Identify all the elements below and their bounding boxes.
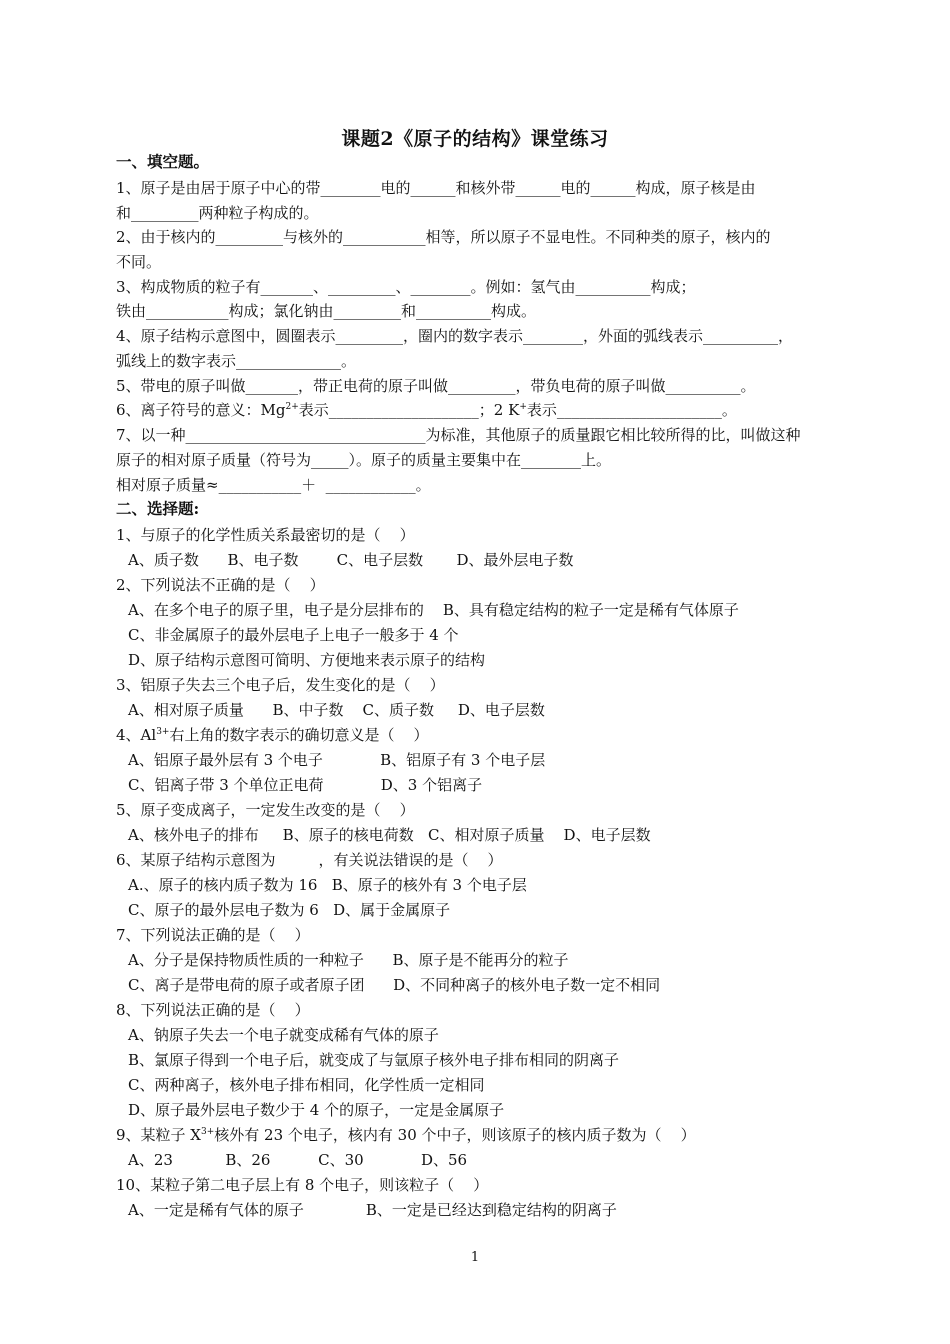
q4-prefix: 4、Al <box>116 726 157 744</box>
choice-line: 5、原子变成离子，一定发生改变的是（ ） <box>116 801 415 819</box>
q6-end: 表示______________________。 <box>526 401 737 419</box>
choice-option: B、氯原子得到一个电子后，就变成了与氩原子核外电子排布相同的阴离子 <box>128 1051 620 1069</box>
fill-line: 相对原子质量≈___________＋ ____________。 <box>116 476 431 494</box>
choice-option: A、核外电子的排布 B、原子的核电荷数 C、相对原子质量 D、电子层数 <box>128 826 651 844</box>
choice-option: C、非金属原子的最外层电子上电子一般多于 4 个 <box>128 626 459 644</box>
choice-option: A.、原子的核内质子数为 16 B、原子的核外有 3 个电子层 <box>128 876 527 894</box>
page-number: 1 <box>470 1250 480 1265</box>
q6-prefix: 6、离子符号的意义：Mg <box>116 401 286 419</box>
fill-line: 铁由___________构成；氯化钠由_________和__________构成。 <box>116 302 537 320</box>
choice-option: A、相对原子质量 B、中子数 C、质子数 D、电子层数 <box>128 701 545 719</box>
fill-line: 1、原子是由居于原子中心的带________电的______和核外带______电的______构成，原子核是由 <box>116 179 756 197</box>
choice-option: D、原子结构示意图可简明、方便地来表示原子的结构 <box>128 651 486 669</box>
q9-sup: 3+ <box>201 1127 215 1137</box>
q6-sup1: 2+ <box>285 402 299 412</box>
page-title: 课题2《原子的结构》课堂练习 <box>341 128 609 150</box>
choice-line: 7、下列说法正确的是（ ） <box>116 926 310 944</box>
choice-option: A、铝原子最外层有 3 个电子 B、铝原子有 3 个电子层 <box>128 751 546 769</box>
fill-line: 原子的相对原子质量（符号为_____）。原子的质量主要集中在________上。 <box>116 451 612 469</box>
section-heading-fill: 一、填空题。 <box>116 152 210 171</box>
choice-line: 2、下列说法不正确的是（ ） <box>116 576 325 594</box>
choice-option: C、两种离子，核外电子排布相同，化学性质一定相同 <box>128 1076 485 1094</box>
q4-sup: 3+ <box>156 727 170 737</box>
fill-line: 5、带电的原子叫做_______，带正电荷的原子叫做_________，带负电荷的原子叫做__________。 <box>116 377 756 395</box>
choice-line-q4 <box>116 725 429 745</box>
choice-option: A、质子数 B、电子数 C、电子层数 D、最外层电子数 <box>128 551 574 569</box>
fill-line: 不同。 <box>116 253 162 271</box>
q4-end: 右上角的数字表示的确切意义是（ ） <box>169 726 429 744</box>
fill-line-q6 <box>116 400 737 420</box>
fill-line: 弧线上的数字表示______________。 <box>116 352 357 370</box>
choice-line: 3、铝原子失去三个电子后，发生变化的是（ ） <box>116 676 445 694</box>
choice-line: 10、某粒子第二电子层上有 8 个电子，则该粒子（ ） <box>116 1176 489 1194</box>
choice-option: A、分子是保持物质性质的一种粒子 B、原子是不能再分的粒子 <box>128 951 569 969</box>
section-heading-choice: 二、选择题: <box>116 499 200 518</box>
q9-end: 核外有 23 个电子，核内有 30 个中子，则该原子的核内质子数为（ ） <box>214 1126 696 1144</box>
q6-sup2: + <box>519 402 527 412</box>
choice-option: A、23 B、26 C、30 D、56 <box>128 1151 468 1169</box>
q6-mid: 表示____________________；2 K <box>298 401 520 419</box>
fill-line: 2、由于核内的_________与核外的___________相等，所以原子不显电性。不同种类的原子，核内的 <box>116 228 771 246</box>
choice-option: A、一定是稀有气体的原子 B、一定是已经达到稳定结构的阴离子 <box>128 1201 617 1219</box>
fill-line: 7、以一种________________________________为标准，其他原子的质量跟它相比较所得的比，叫做这种 <box>116 426 801 444</box>
choice-option: C、离子是带电荷的原子或者原子团 D、不同种离子的核外电子数一定不相同 <box>128 976 661 994</box>
fill-line: 和_________两种粒子构成的。 <box>116 204 319 222</box>
choice-option: C、原子的最外层电子数为 6 D、属于金属原子 <box>128 901 451 919</box>
choice-line: 1、与原子的化学性质关系最密切的是（ ） <box>116 526 415 544</box>
choice-line: 8、下列说法正确的是（ ） <box>116 1001 310 1019</box>
choice-line: 6、某原子结构示意图为 ，有关说法错误的是（ ） <box>116 851 503 869</box>
choice-option: A、钠原子失去一个电子就变成稀有气体的原子 <box>128 1026 439 1044</box>
choice-option: D、原子最外层电子数少于 4 个的原子，一定是金属原子 <box>128 1101 505 1119</box>
q9-prefix: 9、某粒子 X <box>116 1126 201 1144</box>
choice-line-q9 <box>116 1125 696 1145</box>
fill-line: 4、原子结构示意图中，圆圈表示_________，圈内的数字表示________，外面的弧线表示__________， <box>116 327 794 345</box>
fill-line: 3、构成物质的粒子有_______、_________、________。例如：氢气由__________构成； <box>116 278 696 296</box>
choice-option: A、在多个电子的原子里，电子是分层排布的 B、具有稳定结构的粒子一定是稀有气体原子 <box>128 601 739 619</box>
choice-option: C、铝离子带 3 个单位正电荷 D、3 个铝离子 <box>128 776 483 794</box>
